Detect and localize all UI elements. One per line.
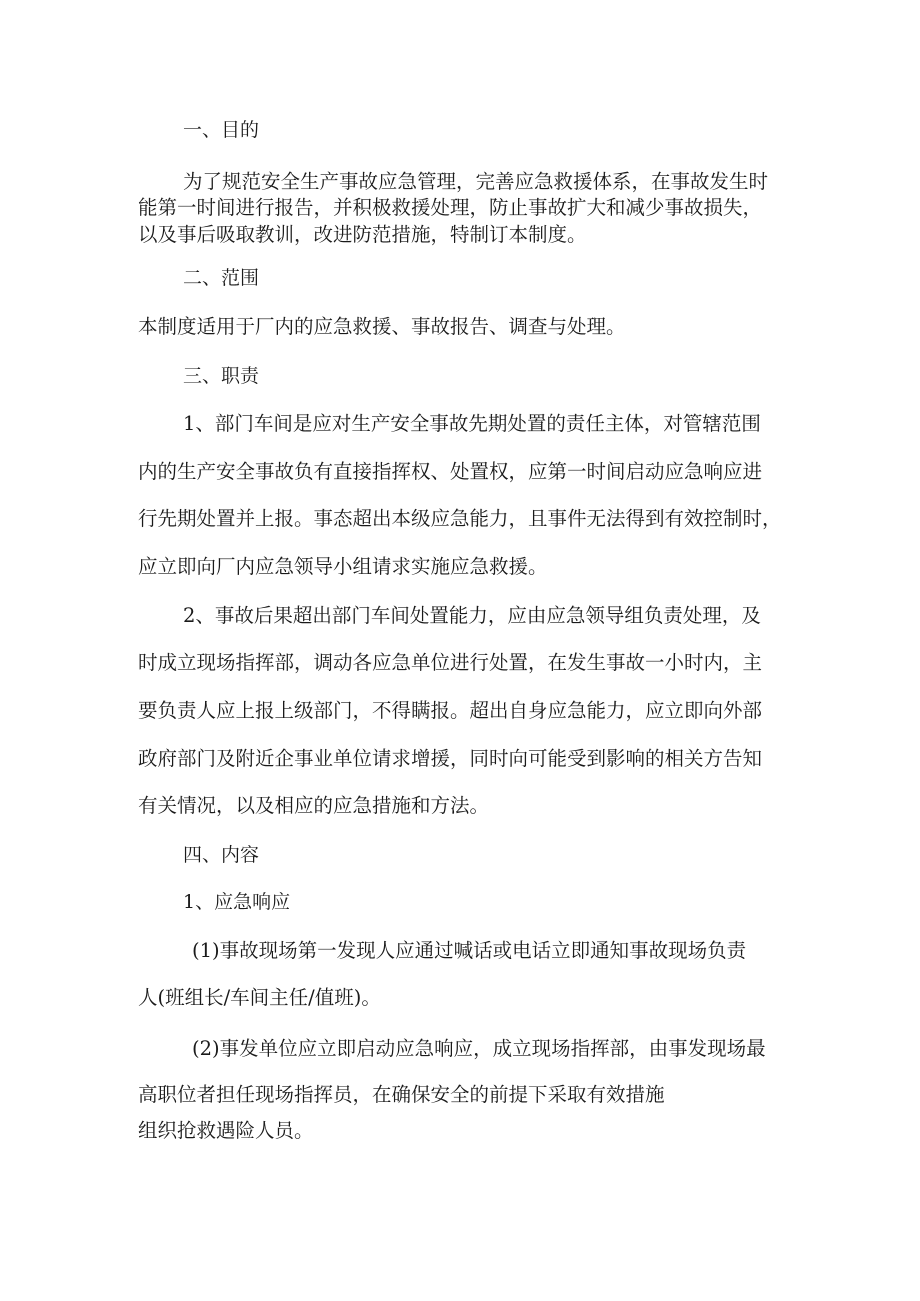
paragraph-line: 政府部门及附近企事业单位请求增援，同时向可能受到影响的相关方告知 [138, 747, 763, 770]
paragraph-line: 有关情况，以及相应的应急措施和方法。 [138, 794, 490, 817]
paragraph-line: 1、部门车间是应对生产安全事故先期处置的责任主体，对管辖范围 [183, 412, 761, 435]
paragraph-line: 人(班组长/车间主任/值班)。 [138, 986, 381, 1009]
subsection-heading-emergency-response: 1、应急响应 [183, 891, 291, 913]
paragraph-line: 本制度适用于厂内的应急救援、事故报告、调查与处理。 [138, 315, 626, 338]
paragraph-line: 要负责人应上报上级部门，不得瞒报。超出自身应急能力，应立即向外部 [138, 699, 763, 722]
paragraph-line: 时成立现场指挥部，调动各应急单位进行处置，在发生事故一小时内，主 [138, 651, 763, 674]
paragraph-line: 能第一时间进行报告，并积极救援处理，防止事故扩大和减少事故损失， [138, 196, 763, 219]
paragraph-line: 以及事后吸取教训，改进防范措施，特制订本制度。 [138, 223, 587, 246]
section-heading-scope: 二、范围 [183, 267, 260, 289]
paragraph-line: 行先期处置并上报。事态超出本级应急能力，且事件无法得到有效控制时， [138, 507, 782, 530]
paragraph-line: 2、事故后果超出部门车间处置能力，应由应急领导组负责处理，及 [183, 604, 761, 627]
paragraph-line: 内的生产安全事故负有直接指挥权、处置权，应第一时间启动应急响应进 [138, 460, 763, 483]
paragraph-line: (1)事故现场第一发现人应通过喊话或电话立即通知事故现场负责 [192, 939, 747, 962]
section-heading-content: 四、内容 [183, 844, 260, 866]
paragraph-line: 应立即向厂内应急领导小组请求实施应急救援。 [138, 555, 548, 578]
paragraph-line: 为了规范安全生产事故应急管理，完善应急救援体系，在事故发生时 [183, 170, 769, 193]
paragraph-line: 组织抢救遇险人员。 [138, 1119, 314, 1142]
section-heading-duties: 三、职责 [183, 365, 260, 387]
section-heading-purpose: 一、目的 [183, 119, 260, 141]
paragraph-line: 高职位者担任现场指挥员，在确保安全的前提下采取有效措施 [138, 1083, 665, 1106]
paragraph-line: (2)事发单位应立即启动应急响应，成立现场指挥部，由事发现场最 [192, 1037, 766, 1060]
